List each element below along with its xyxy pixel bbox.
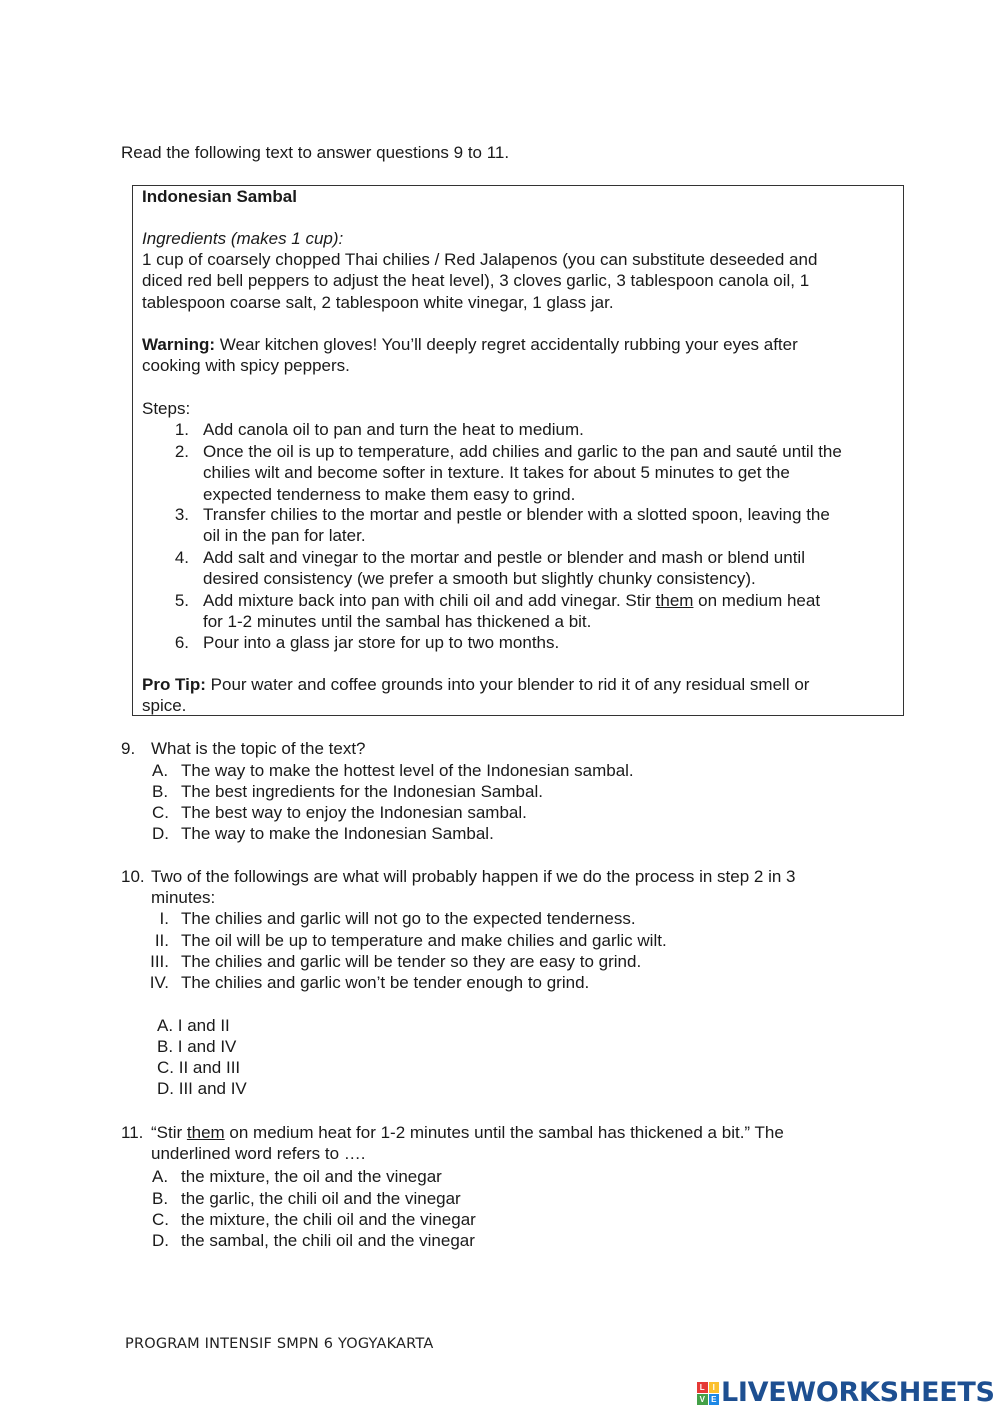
footer-text: PROGRAM INTENSIF SMPN 6 YOGYAKARTA [125,1336,434,1352]
logo-mark-cell: E [709,1394,720,1405]
instruction-text: Read the following text to answer questions 9 to 11. [121,143,510,162]
ingredients-label: Ingredients (makes 1 cup): [142,229,344,248]
statement-item [143,972,589,993]
step-number: 5. [174,591,189,610]
step-number: 4. [174,548,189,567]
option-text: the sambal, the chili oil and the vinegar [181,1231,475,1250]
protip-line: spice. [142,696,187,715]
step-text: for 1-2 minutes until the sambal has thickened a bit. [203,612,592,632]
statement-label: II. [154,931,169,950]
step-text: oil in the pan for later. [203,526,366,546]
question-10 [121,866,860,909]
logo-mark-cell: I [709,1382,720,1393]
option-text: the mixture, the chili oil and the vinegar [181,1210,476,1229]
step-number: 1. [174,420,189,439]
step-item [163,441,899,505]
option-label: D. [152,1231,169,1250]
protip-text: Pour water and coffee grounds into your blender to rid it of any residual smell or [205,675,810,694]
answer-option[interactable] [152,823,494,844]
warning-text: Wear kitchen gloves! You’ll deeply regret accidentally rubbing your eyes after [215,335,798,354]
answer-option[interactable] [152,1166,442,1187]
step-item [163,547,899,590]
protip-paragraph [142,674,897,695]
step-text-part: on medium heat [693,591,821,610]
step-text: Add salt and vinegar to the mortar and pestle or blender and mash or blend until [203,548,805,567]
answer-option[interactable] [152,1230,475,1251]
steps-label: Steps: [142,399,191,418]
step-text-part: Add mixture back into pan with chili oil and add vinegar. Stir [203,591,656,610]
step-text: Transfer chilies to the mortar and pestle or blender with a slotted spoon, leaving the [203,505,830,524]
option-label: D. [152,824,169,843]
statement-label: I. [159,909,169,928]
answer-option[interactable] [152,760,634,781]
passage-title: Indonesian Sambal [142,187,297,206]
protip-label: Pro Tip: [142,675,206,694]
option-label: C. [152,803,169,822]
step-text: Pour into a glass jar store for up to two months. [203,633,560,652]
question-number: 9. [121,739,136,758]
statement-text: The chilies and garlic won’t be tender enough to grind. [181,973,590,992]
statement-label: IV. [149,973,169,992]
question-number: 10. [121,867,145,886]
step-text: Once the oil is up to temperature, add chilies and garlic to the pan and sauté until the [203,442,842,461]
step-number: 6. [174,633,189,652]
option-label: A. [152,761,169,780]
passage-box [132,185,904,716]
option-label: B. [152,782,169,801]
step-item [163,504,899,547]
question-text: underlined word refers to …. [151,1144,366,1164]
ingredients-line: diced red bell peppers to adjust the heat level), 3 cloves garlic, 3 tablespoon canola oil, 1 [142,271,810,290]
option-text: The way to make the hottest level of the Indonesian sambal. [181,761,634,780]
answer-option[interactable] [152,802,527,823]
question-11 [121,1122,860,1165]
question-text-part: “Stir [151,1123,187,1142]
question-9 [121,738,860,759]
option-label: C. [152,1210,169,1229]
option-text: The best way to enjoy the Indonesian sambal. [181,803,527,822]
statement-label: III. [150,952,169,971]
step-text: Add canola oil to pan and turn the heat to medium. [203,420,584,439]
warning-label: Warning: [142,335,216,354]
statement-item [143,951,641,972]
option-label: B. [152,1189,169,1208]
answer-option[interactable] [152,1188,461,1209]
question-text: minutes: [151,888,216,908]
step-text: chilies wilt and become softer in texture. It takes for about 5 minutes to get the [203,463,790,483]
option-text: The best ingredients for the Indonesian Sambal. [181,782,543,801]
step-number: 3. [174,505,189,524]
step-text [203,590,899,611]
liveworksheets-logo[interactable] [697,1378,995,1408]
question-text [151,1122,860,1143]
statement-item [143,930,667,951]
statement-text: The chilies and garlic will not go to the expected tenderness. [181,909,636,928]
step-text: desired consistency (we prefer a smooth but slightly chunky consistency). [203,569,756,589]
warning-paragraph [142,334,897,355]
answer-option[interactable]: B. I and IV [157,1037,237,1056]
step-number: 2. [174,442,189,461]
answer-option[interactable] [152,781,543,802]
underlined-word: them [186,1123,225,1142]
step-item [163,632,899,653]
answer-option[interactable]: C. II and III [157,1058,241,1077]
question-text: What is the topic of the text? [151,739,366,758]
step-item [163,419,899,440]
option-text: The way to make the Indonesian Sambal. [181,824,494,843]
statement-item [143,908,636,929]
step-text: expected tenderness to make them easy to grind. [203,484,576,504]
question-text: Two of the followings are what will probably happen if we do the process in step 2 in 3 [151,867,796,886]
logo-text: LIVEWORKSHEETS [721,1377,995,1409]
logo-mark-icon [697,1382,719,1404]
statement-text: The chilies and garlic will be tender so they are easy to grind. [181,952,642,971]
statement-text: The oil will be up to temperature and make chilies and garlic wilt. [181,931,667,950]
option-label: A. [152,1167,169,1186]
answer-option[interactable]: D. III and IV [157,1079,247,1098]
ingredients-line: tablespoon coarse salt, 2 tablespoon white vinegar, 1 glass jar. [142,293,614,312]
ingredients-line: 1 cup of coarsely chopped Thai chilies / Red Jalapenos (you can substitute deseeded and [142,250,818,269]
question-text-part: on medium heat for 1-2 minutes until the sambal has thickened a bit.” The [224,1123,784,1142]
answer-option[interactable]: A. I and II [157,1016,230,1035]
answer-option[interactable] [152,1209,476,1230]
option-text: the mixture, the oil and the vinegar [181,1167,442,1186]
option-text: the garlic, the chili oil and the vinegar [181,1189,461,1208]
logo-mark-cell: V [697,1394,708,1405]
warning-line: cooking with spicy peppers. [142,356,350,375]
question-number: 11. [121,1123,144,1142]
step-item [163,590,899,633]
logo-mark-cell: L [697,1382,708,1393]
underlined-word: them [655,591,694,610]
